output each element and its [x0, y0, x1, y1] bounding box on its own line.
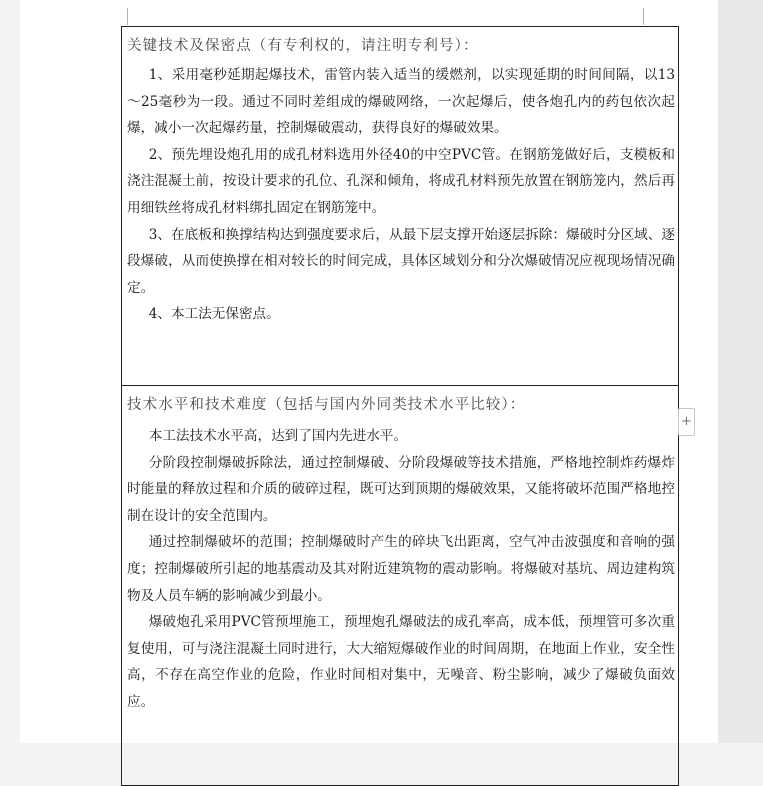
table-add-row-button[interactable]: + [678, 408, 695, 436]
page-corner-mark-right [643, 8, 644, 25]
key-technology-cell[interactable] [127, 34, 675, 328]
technical-level-paragraph-3: 通过控制爆破坏的范围；控制爆破时产生的碎块飞出距离，空气冲击波强度和音响的强度；控制爆破所引起的地基震动及其对附近建筑物的震动影响。将爆破对基坑、周边建构筑物及人员车辆的影响减少到最小。 [127, 534, 675, 604]
key-technology-paragraph-2: 2、预先埋设炮孔用的成孔材料选用外径40的中空PVC管。在钢筋笼做好后，支模板和浇注混凝土前，按设计要求的孔位、孔深和倾角，将成孔材料预先放置在钢筋笼内，然后再用细铁丝将成孔材料绑扎固定在钢筋笼中。 [127, 146, 675, 216]
technical-level-paragraph-4: 爆破炮孔采用PVC管预埋施工，预埋炮孔爆破法的成孔率高，成本低，预埋管可多次重复使用，可与浇注混凝土同时进行，大大缩短爆破作业的时间周期，在地面上作业，安全性高，不存在高空作业的危险，作业时间相对集中，无噪音、粉尘影响，减少了爆破负面效应。 [127, 614, 675, 710]
key-technology-title: 关键技术及保密点（有专利权的，请注明专利号）： [127, 38, 479, 54]
key-technology-paragraph-3: 3、在底板和换撑结构达到强度要求后，从最下层支撑开始逐层拆除：爆破时分区域、逐段爆破，从而使换撑在相对较长的时间完成，具体区域划分和分次爆破情况应视现场情况确定。 [127, 226, 675, 296]
editor-right-margin [718, 0, 763, 743]
technical-level-paragraph-1: 本工法技术水平高，达到了国内先进水平。 [148, 428, 408, 444]
table-row-divider [121, 385, 679, 386]
key-technology-paragraph-4: 4、本工法无保密点。 [148, 306, 280, 323]
key-technology-paragraph-1: 1、采用毫秒延期起爆技术，雷管内装入适当的缓燃剂，以实现延期的时间间隔，以13～25毫秒为一段。通过不同时差组成的爆破网络，一次起爆后，使各炮孔内的药包依次起爆，减小一次起爆药量，控制爆破震动，获得良好的爆破效果。 [127, 67, 675, 137]
page-corner-mark-left [127, 8, 128, 25]
technical-level-paragraph-2: 分阶段控制爆破拆除法，通过控制爆破、分阶段爆破等技术措施，严格地控制炸药爆炸时能量的释放过程和介质的破碎过程，既可达到顶期的爆破效果，又能将破坏范围严格地控制在设计的安全范围内。 [127, 454, 675, 524]
technical-level-title: 技术水平和技术难度（包括与国内外同类技术水平比较）： [127, 397, 526, 413]
technical-level-cell[interactable] [127, 393, 675, 716]
